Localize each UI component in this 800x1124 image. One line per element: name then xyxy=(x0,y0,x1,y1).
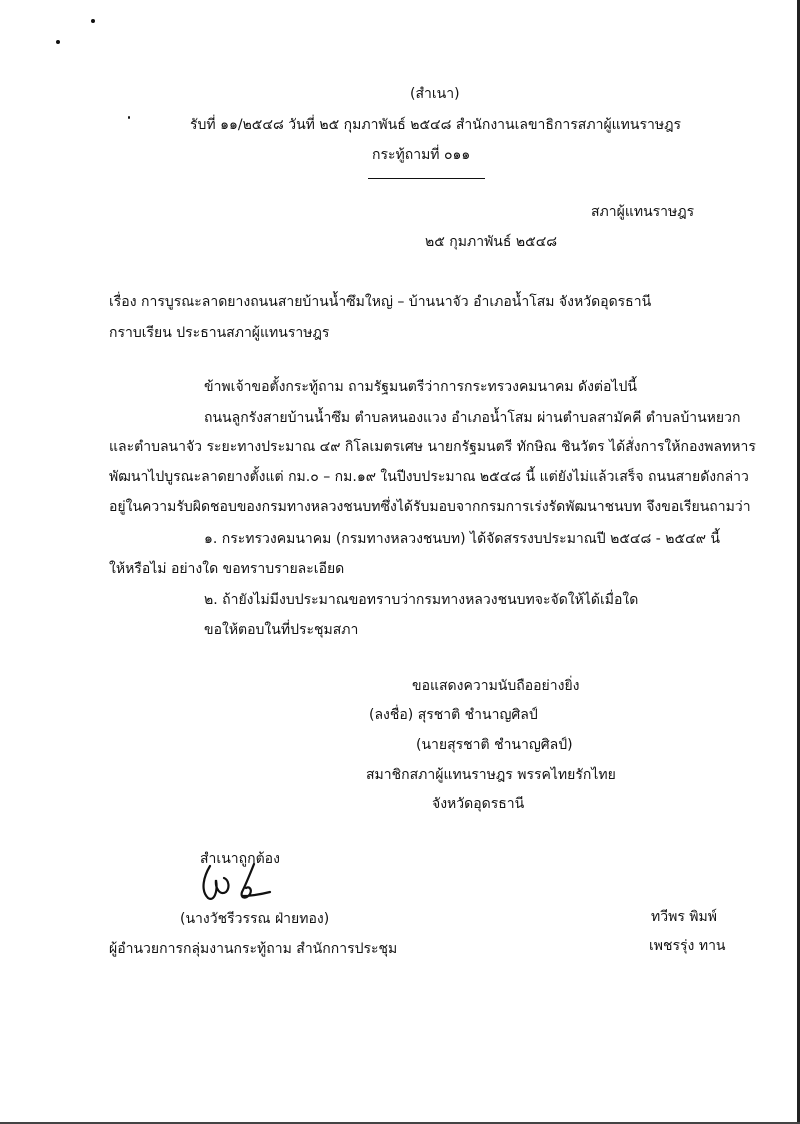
paragraph-line: และตำบลนาจัว ระยะทางประมาณ ๔๙ กิโลเมตรเศษ นายกรัฐมนตรี ทักษิณ ชินวัตร ได้สั่งการให้กองพลทหาร xyxy=(109,439,756,455)
checked-by: เพชรรุ่ง ทาน xyxy=(649,938,726,954)
signer-province: จังหวัดอุดรธานี xyxy=(432,796,525,812)
scan-speck xyxy=(91,19,95,23)
paragraph-line: อยู่ในความรับผิดชอบของกรมทางหลวงชนบทซึ่งได้รับมอบจากกรมการเร่งรัดพัฒนาชนบท จึงขอเรียนถามว่า xyxy=(109,499,751,515)
copy-mark: (สำเนา) xyxy=(410,86,460,102)
signature-line: (ลงชื่อ) สุรชาติ ชำนาญศิลป์ xyxy=(369,707,538,723)
sender-org: สภาผู้แทนราษฎร xyxy=(591,204,695,220)
intro-paragraph: ข้าพเจ้าขอตั้งกระทู้ถาม ถามรัฐมนตรีว่าการกระทรวงคมนาคม ดังต่อไปนี้ xyxy=(204,379,637,395)
question-1: ๑. กระทรวงคมนาคม (กรมทางหลวงชนบท) ได้จัดสรรงบประมาณปี ๒๕๔๘ - ๒๕๔๙ นี้ xyxy=(204,531,720,547)
handwritten-signature xyxy=(196,862,276,906)
certifier-name: (นางวัชรีวรรณ ฝ่ายทอง) xyxy=(180,911,330,927)
certifier-title: ผู้อำนวยการกลุ่มงานกระทู้ถาม สำนักการประชุม xyxy=(109,941,398,957)
receipt-line: รับที่ ๑๑/๒๕๔๘ วันที่ ๒๕ กุมภาพันธ์ ๒๕๔๘ สำนักงานเลขาธิการสภาผู้แทนราษฎร xyxy=(190,117,681,133)
question-number: กระทู้ถามที่ ๐๑๑ xyxy=(372,147,471,163)
question-1-continued: ให้หรือไม่ อย่างใด ขอทราบรายละเอียด xyxy=(109,561,345,577)
paragraph-line: ถนนลูกรังสายบ้านน้ำซึม ตำบลหนองแวง อำเภอน้ำโสม ผ่านตำบลสามัคคี ตำบลบ้านหยวก xyxy=(204,410,741,426)
signer-position: สมาชิกสภาผู้แทนราษฎร พรรคไทยรักไทย xyxy=(366,767,616,783)
subject-line: เรื่อง การบูรณะลาดยางถนนสายบ้านน้ำซึมใหญ่ – บ้านนาจัว อำเภอน้ำโสม จังหวัดอุดรธานี xyxy=(109,294,652,310)
certified-copy-label: สำเนาถูกต้อง xyxy=(200,851,280,867)
scan-speck xyxy=(56,40,60,44)
paragraph-line: พัฒนาไปบูรณะลาดยางตั้งแต่ กม.๐ – กม.๑๙ ในปีงบประมาณ ๒๕๔๘ นี้ แต่ยังไม่แล้วเสร็จ ถนนสายดังกล่าว xyxy=(109,469,749,485)
closing-regards: ขอแสดงความนับถืออย่างยิ่ง xyxy=(412,678,580,694)
typed-by: ทวีพร พิมพ์ xyxy=(651,909,717,925)
signer-name: (นายสุรชาติ ชำนาญศิลป์) xyxy=(416,737,573,753)
header-underline xyxy=(368,178,485,179)
reply-request: ขอให้ตอบในที่ประชุมสภา xyxy=(204,622,359,638)
salutation: กราบเรียน ประธานสภาผู้แทนราษฎร xyxy=(109,325,330,341)
scan-speck xyxy=(128,116,130,119)
question-2: ๒. ถ้ายังไม่มีงบประมาณขอทราบว่ากรมทางหลวงชนบทจะจัดให้ได้เมื่อใด xyxy=(204,592,639,608)
letter-date: ๒๕ กุมภาพันธ์ ๒๕๔๘ xyxy=(425,234,558,250)
